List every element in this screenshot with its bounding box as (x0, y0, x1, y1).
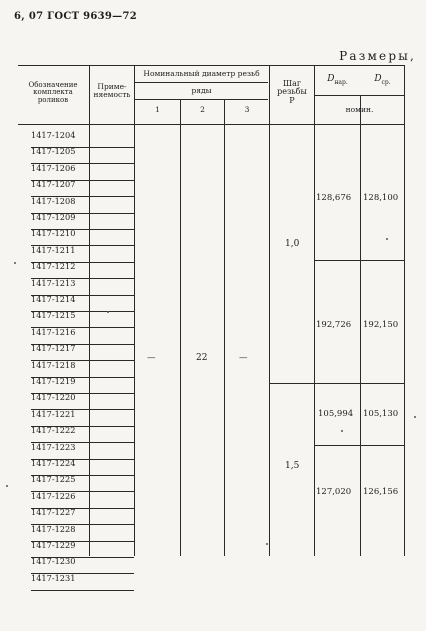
pitch-value-1: 1,0 (285, 239, 300, 249)
d-nar-value-1: 128,676 (316, 193, 352, 203)
scan-speck (266, 543, 268, 545)
d-sr-value-2: 192,150 (363, 320, 399, 330)
d-nar-subscript: нар. (334, 78, 348, 86)
header-row-3: 3 (244, 105, 250, 114)
header-row-1: 1 (155, 105, 160, 114)
designation-code: 1417-1208 (31, 195, 76, 206)
col-divider-dsr (360, 95, 361, 556)
row2-value: 22 (196, 353, 208, 363)
designation-code: 1417-1213 (31, 277, 76, 288)
scan-speck (6, 485, 8, 487)
header-bottom-border (18, 124, 404, 125)
header-application: Приме- няемость (93, 82, 131, 99)
d-sr-symbol: D (374, 74, 382, 84)
designation-code: 1417-1230 (31, 556, 76, 567)
designation-code: 1417-1209 (31, 212, 76, 222)
designation-code: 1417-1216 (31, 326, 76, 337)
d-sr-subscript: ср. (381, 78, 391, 86)
designation-code: 1417-1220 (31, 392, 76, 403)
scan-speck (14, 262, 16, 264)
designation-code: 1417-1222 (31, 425, 76, 436)
designation-code: 1417-1229 (31, 540, 76, 550)
d-sr-value-4: 126,156 (363, 487, 399, 497)
designation-code: 1417-1212 (31, 261, 76, 272)
d-sr-value-1: 128,100 (363, 193, 399, 203)
designation-code: 1417-1210 (31, 228, 76, 239)
d-nar-value-3: 105,994 (318, 409, 354, 419)
designation-code: 1417-1218 (31, 359, 76, 370)
header-row-2: 2 (200, 105, 205, 114)
designation-code: 1417-1224 (31, 458, 76, 468)
col-divider-row2 (180, 99, 181, 556)
designation-code: 1417-1214 (31, 294, 76, 304)
header-designation: Обозначение комплекта роликов (28, 81, 78, 104)
designation-code: 1417-1228 (31, 523, 76, 534)
col-divider-row3 (224, 99, 225, 556)
designation-code: 1417-1225 (31, 474, 76, 485)
d-nar-symbol: D (327, 74, 335, 84)
d-nar-value-2: 192,726 (316, 320, 352, 330)
designation-code: 1417-1205 (31, 146, 76, 157)
pitch-group-divider (270, 383, 315, 384)
designation-code: 1417-1206 (31, 162, 76, 173)
header-rows: ряды (191, 86, 212, 95)
d-header-divider (314, 95, 404, 96)
header-nomin: номин. (345, 105, 374, 114)
pitch-value-2: 1,5 (285, 461, 300, 471)
header-d-sr (361, 75, 404, 86)
designation-code: 1417-1223 (31, 441, 76, 452)
row-divider (31, 590, 134, 591)
scan-speck (341, 430, 343, 432)
designation-code: 1417-1226 (31, 490, 76, 501)
designation-code: 1417-1231 (31, 572, 76, 583)
scan-speck (414, 416, 416, 418)
units-caption: Размеры, (339, 49, 416, 63)
table-right-border (404, 65, 405, 556)
designation-code: 1417-1211 (31, 244, 76, 255)
nominal-header-divider (135, 82, 268, 83)
designation-code: 1417-1215 (31, 310, 76, 321)
d-sr-value-3: 105,130 (363, 409, 399, 419)
designation-code: 1417-1219 (31, 376, 76, 386)
header-nominal-diameter: Номинальный диаметр резьб (143, 69, 260, 78)
designation-code: 1417-1217 (31, 343, 76, 354)
scan-speck (107, 311, 109, 313)
designation-code: 1417-1227 (31, 507, 76, 518)
col-divider-row1 (134, 65, 135, 556)
designation-code: 1417-1207 (31, 179, 76, 190)
designation-code: 1417-1204 (31, 130, 76, 140)
col-divider-pitch (269, 65, 270, 556)
d-nar-value-4: 127,020 (316, 487, 352, 497)
scan-speck (386, 238, 388, 240)
designation-code: 1417-1221 (31, 408, 76, 419)
table-top-border (18, 65, 404, 66)
col-divider-dnar (314, 65, 315, 556)
page-header: 6, 07 ГОСТ 9639—72 (14, 11, 137, 22)
header-pitch: Шаг резьбы P (277, 79, 307, 105)
row3-dash: — (239, 353, 248, 363)
header-d-nar (315, 75, 360, 86)
rows-header-divider (135, 99, 268, 100)
row1-dash: — (147, 353, 156, 363)
